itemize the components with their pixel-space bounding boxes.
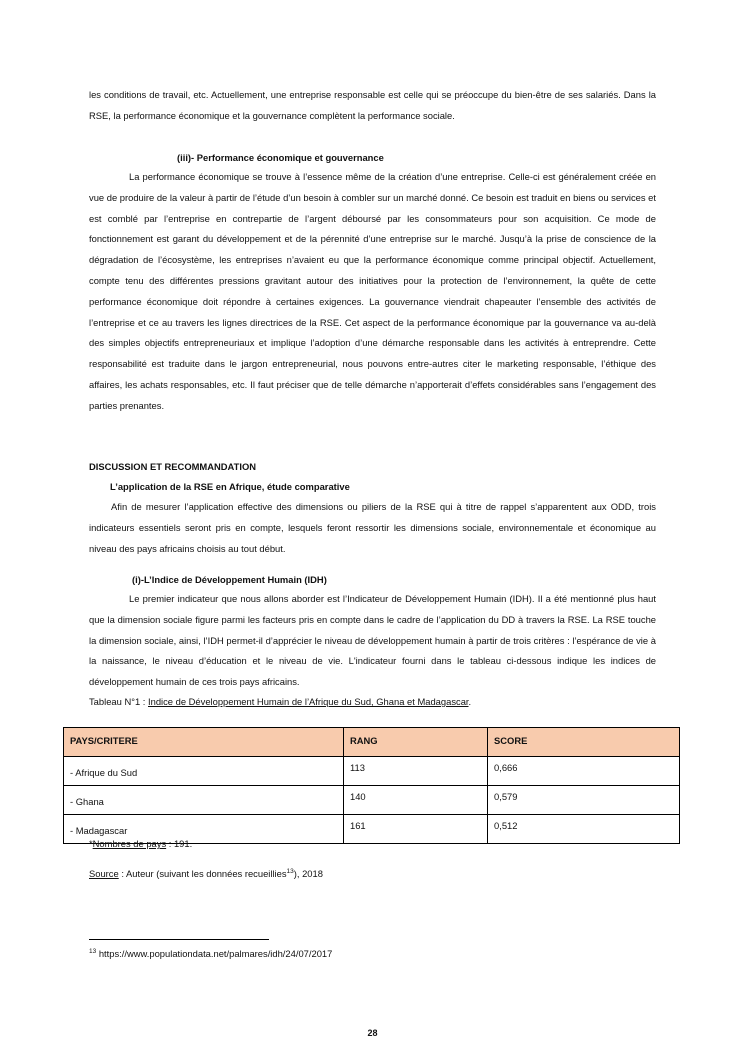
cell-country: - Ghana bbox=[64, 786, 344, 815]
cell-rank: 161 bbox=[344, 815, 488, 844]
idh-table bbox=[63, 727, 680, 844]
header-score: SCORE bbox=[488, 728, 680, 757]
footnote bbox=[89, 947, 332, 961]
table-source bbox=[89, 867, 323, 881]
cell-score: 0,512 bbox=[488, 815, 680, 844]
header-country: PAYS/CRITERE bbox=[64, 728, 344, 757]
note-value: : 191. bbox=[166, 838, 193, 849]
subheading-application: L’application de la RSE en Afrique, étude comparative bbox=[110, 481, 350, 492]
table-caption bbox=[89, 695, 471, 709]
table-row bbox=[64, 786, 680, 815]
note-star: * bbox=[89, 838, 93, 849]
note-label: Nombres de pays bbox=[92, 838, 167, 849]
source-text: : Auteur (suivant les données recueillies bbox=[118, 868, 287, 879]
paragraph-economic-performance: La performance économique se trouve à l’essence même de la création d’une entreprise. Celle-ci est généralement créée en vue de produire de la valeur à partir de l’étude d’un besoin à combler sur un marché donné. Ce besoin est traduit en biens ou services et est comblé par l’entreprise en contrepartie de l’argent déboursé par les consommateurs pour son acquisition. Ce mode de fonctionnement est garant du développement et de la pérennité d’une entreprise sur le marché. Jusqu’à la prise de conscience de la dégradation de l’écosystème, les entreprises n’avaient eu que la performance économique comme principal objectif. Actuellement, compte tenu des différentes pressions gravitant autour des initiatives pour la protection de l’environnement, la quête de cette performance économique doit répondre à certaines exigences. La gouvernance viendrait chapeauter l’ensemble des activités de l’entreprise et ce au travers les lignes directrices de la RSE. Cet aspect de la performance économique par la gouvernance va au-delà des simples objectifs entrepreneuriaux et implique l’adoption d’une démarche responsable dans les activités à entreprendre. Cette responsabilité est traduite dans le jargon entrepreneurial, nous pouvons entre-autres citer le marketing responsable, l’éthique des affaires, les achats responsables, etc. Il faut préciser que de telle démarche n’apporterait d’effets considérables sans l’engagement des parties prenantes. bbox=[89, 171, 656, 411]
source-tail: ), 2018 bbox=[293, 868, 323, 879]
paragraph-indicators: Afin de mesurer l’application effective des dimensions ou piliers de la RSE qui à titre de rappel s’apparentent aux ODD, trois indicateurs essentiels seront pris en compte, lesquels feront ressortir les dimensions sociale, environnementale et économique au niveau des pays africains choisis au tout début. bbox=[89, 501, 656, 554]
source-footnote-ref: 13 bbox=[286, 867, 294, 875]
cell-score: 0,579 bbox=[488, 786, 680, 815]
table-caption-title: Indice de Développement Humain de l’Afrique du Sud, Ghana et Madagascar bbox=[148, 696, 469, 707]
cell-rank: 140 bbox=[344, 786, 488, 815]
footnote-number: 13 bbox=[89, 947, 97, 955]
paragraph-idh: Le premier indicateur que nous allons aborder est l’Indicateur de Développement Humain (IDH). Il a été mentionné plus haut que la dimension sociale figure parmi les facteurs pris en compte dans le cadre de l’application du DD à travers la RSE. La RSE touche la dimension sociale, ainsi, l’IDH permet-il d’apprécier le niveau de développement humain à partir de trois critères : l’espérance de vie à la naissance, le niveau d’éducation et le niveau de vie. L'indicateur fourni dans le tableau ci-dessous indique les indices de développement humain de ces trois pays africains. bbox=[89, 593, 656, 688]
paragraph-social-performance: les conditions de travail, etc. Actuellement, une entreprise responsable est celle qui se préoccupe du bien-être de ses salariés. Dans la RSE, la performance économique et la gouvernance complètent la performance sociale. bbox=[89, 89, 656, 121]
table-caption-suffix: . bbox=[468, 696, 472, 707]
header-rank: RANG bbox=[344, 728, 488, 757]
discussion-heading: DISCUSSION ET RECOMMANDATION bbox=[89, 461, 257, 472]
cell-country: - Afrique du Sud bbox=[64, 757, 344, 786]
table-note bbox=[89, 837, 192, 851]
table-header-row bbox=[64, 728, 680, 757]
footnote-divider bbox=[89, 939, 269, 940]
section-i-heading: (i)-L’Indice de Développement Humain (IDH) bbox=[132, 574, 327, 585]
page-number: 28 bbox=[367, 1028, 378, 1038]
source-label: Source bbox=[89, 868, 119, 879]
cell-score: 0,666 bbox=[488, 757, 680, 786]
footnote-url: https://www.populationdata.net/palmares/idh/24/07/2017 bbox=[96, 948, 333, 959]
section-iii-heading: (iii)- Performance économique et gouvernance bbox=[177, 152, 384, 163]
table-caption-prefix: Tableau N°1 : bbox=[89, 696, 148, 707]
table-row bbox=[64, 757, 680, 786]
cell-country: - Madagascar bbox=[64, 815, 344, 844]
cell-rank: 113 bbox=[344, 757, 488, 786]
